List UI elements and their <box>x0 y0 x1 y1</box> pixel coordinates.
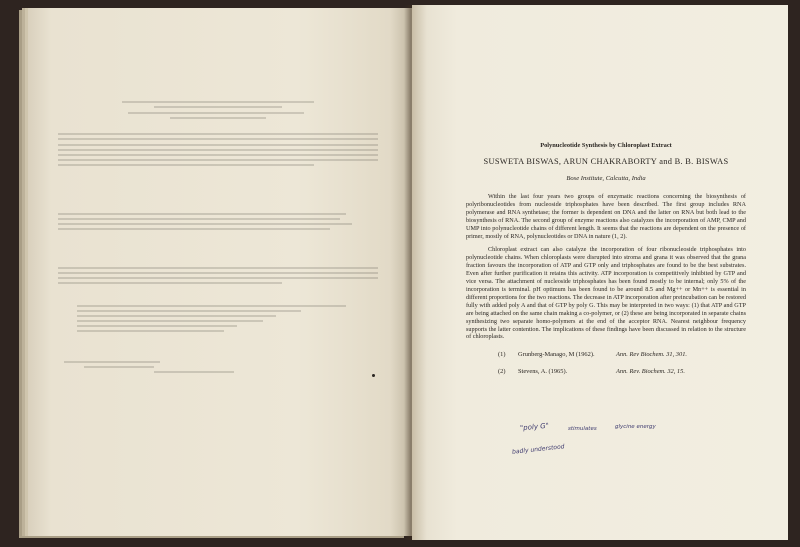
reference-item <box>466 368 746 385</box>
handwritten-note-stimulates: stimulates <box>568 426 597 432</box>
paragraph-intro: Within the last four years two groups of enzymatic reactions concerning the biosynthesis of polyribonucleotides from nucleoside triphosphates have been described. The first group includes RNA polymerase and RNA synthetase; the former is dependent on DNA and the latter on RNA but both lead to the biosynthesis of RNA. The second group of enzyme reactions also catalyzes the incorporation of AMP, CMP and UMP into polynucleotide chains of different length. It seems that the reactions are dependent on the presence of primer, mostly of RNA, polynucleotides or DNA in nature (1, 2). <box>466 193 746 240</box>
handwritten-note-poly-g: "poly G" <box>519 421 550 433</box>
article-authors: SUSWETA BISWAS, ARUN CHAKRABORTY and B. B. BISWAS <box>483 157 729 166</box>
reference-item <box>466 351 746 368</box>
reference-number: (2) <box>498 368 506 376</box>
reference-author: Stevens, A. (1965). <box>518 368 568 376</box>
reference-journal: Ann. Rev Biochem. 31, 301. <box>616 351 687 359</box>
references <box>466 351 746 385</box>
paragraph-results: Chloroplast extract can also catalyze the incorporation of four ribonucleoside triphosphates into polynucleotide chains. When chloroplasts were disrupted into stroma and grana it was observed that the grana fraction favours the incorporation of ATP and GTP only and triphosphates are found to be the best substrates. Even after further purification it retains this activity. ATP incorporation is competitively inhibited by GTP and vice versa. The attachment of nucleoside triphosphates has been found mostly to be internal; only 5% of the incorporation is terminal. pH optimum has been found to be around 8.5 and Mg++ or Mn++ is essential in different proportions for the two reactions. The decrease in ATP incorporation after preincubation can be restored fully with added poly A and that of GTP by poly G. This may be interpreted in two ways: (1) that ATP and GTP are being attached on the same chain making a co-polymer, or (2) these are being incorporated in separate chains synthesizing two separate homo-polymers at the end of the acceptor RNA. Nearest neighbour frequency supports the latter contention. The implications of these findings have been discussed in relation to the structure of chloroplasts. <box>466 246 746 341</box>
article-title: Polynucleotide Synthesis by Chloroplast Extract <box>540 142 672 149</box>
ink-dot <box>372 374 375 377</box>
reference-journal: Ann. Rev. Biochem. 32, 15. <box>616 368 685 376</box>
handwritten-note-understood: badly understood <box>511 443 565 456</box>
left-page-show-through <box>58 98 378 376</box>
article-affiliation: Bose Institute, Calcutta, India <box>566 175 646 182</box>
article <box>466 118 746 385</box>
reference-number: (1) <box>498 351 506 359</box>
reference-author: Grunberg-Manago, M (1962). <box>518 351 595 359</box>
handwritten-note-energy: glycine energy <box>615 424 656 430</box>
